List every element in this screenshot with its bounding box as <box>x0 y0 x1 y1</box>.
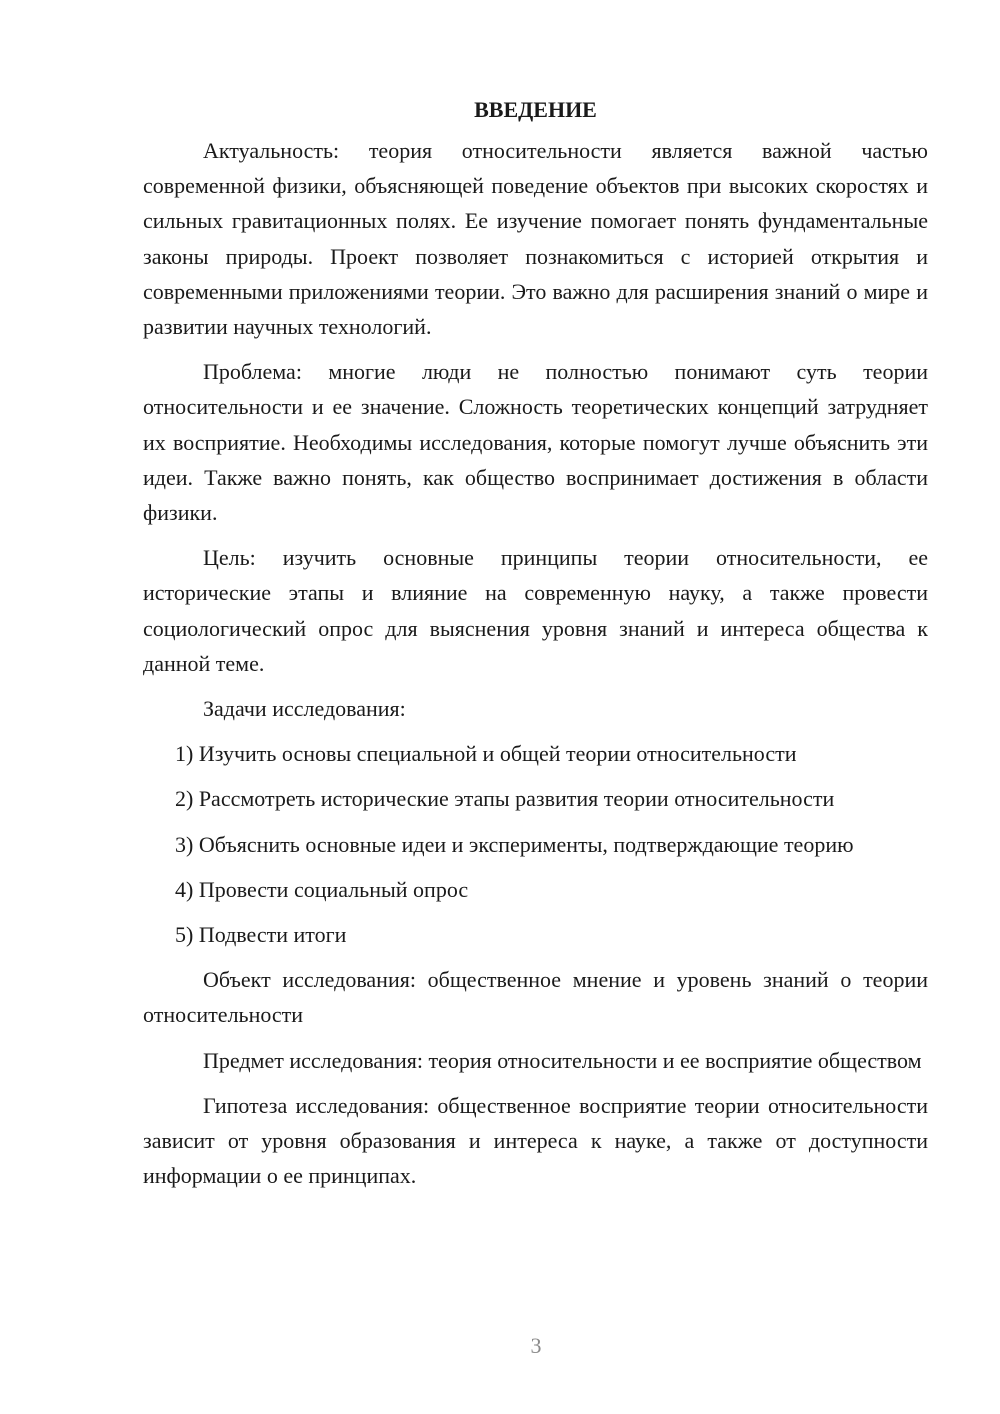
hypothesis-paragraph: Гипотеза исследования: общественное восприятие теории относительности зависит от уровня образования и интереса к науке, а также от доступности информации о ее принципах. <box>143 1092 928 1189</box>
goal-paragraph: Цель: изучить основные принципы теории относительности, ее исторические этапы и влияние на современную науку, а также провести социологический опрос для выяснения уровня знаний и интереса общества к данной теме. <box>143 545 928 676</box>
document-page <box>143 92 928 1193</box>
tasks-heading: Задачи исследования: <box>203 696 406 722</box>
object-paragraph: Объект исследования: общественное мнение и уровень знаний о теории относительности <box>143 967 928 1028</box>
section-title: ВВЕДЕНИЕ <box>474 97 597 122</box>
task-item-2: 2) Рассмотреть исторические этапы развития теории относительности <box>175 786 835 812</box>
problem-paragraph: Проблема: многие люди не полностью понимают суть теории относительности и ее значение. Сложность теоретических концепций затрудняет их восприятие. Необходимы исследования, которые помогут лучше объяснить эти идеи. Также важно понять, как общество воспринимает достижения в области физики. <box>143 359 928 526</box>
relevance-paragraph: Актуальность: теория относительности является важной частью современной физики, объясняющей поведение объектов при высоких скоростях и сильных гравитационных полях. Ее изучение помогает понять фундаментальные законы природы. Проект позволяет познакомиться с историей открытия и современными приложениями теории. Это важно для расширения знаний о мире и развитии научных технологий. <box>143 138 928 340</box>
task-item-3: 3) Объяснить основные идеи и эксперименты, подтверждающие теорию <box>175 831 854 857</box>
task-item-4: 4) Провести социальный опрос <box>175 876 469 902</box>
task-item-1: 1) Изучить основы специальной и общей теории относительности <box>175 741 797 767</box>
page-number: 3 <box>530 1333 542 1358</box>
subject-paragraph: Предмет исследования: теория относительности и ее восприятие обществом <box>203 1047 922 1073</box>
task-item-5: 5) Подвести итоги <box>175 922 347 948</box>
